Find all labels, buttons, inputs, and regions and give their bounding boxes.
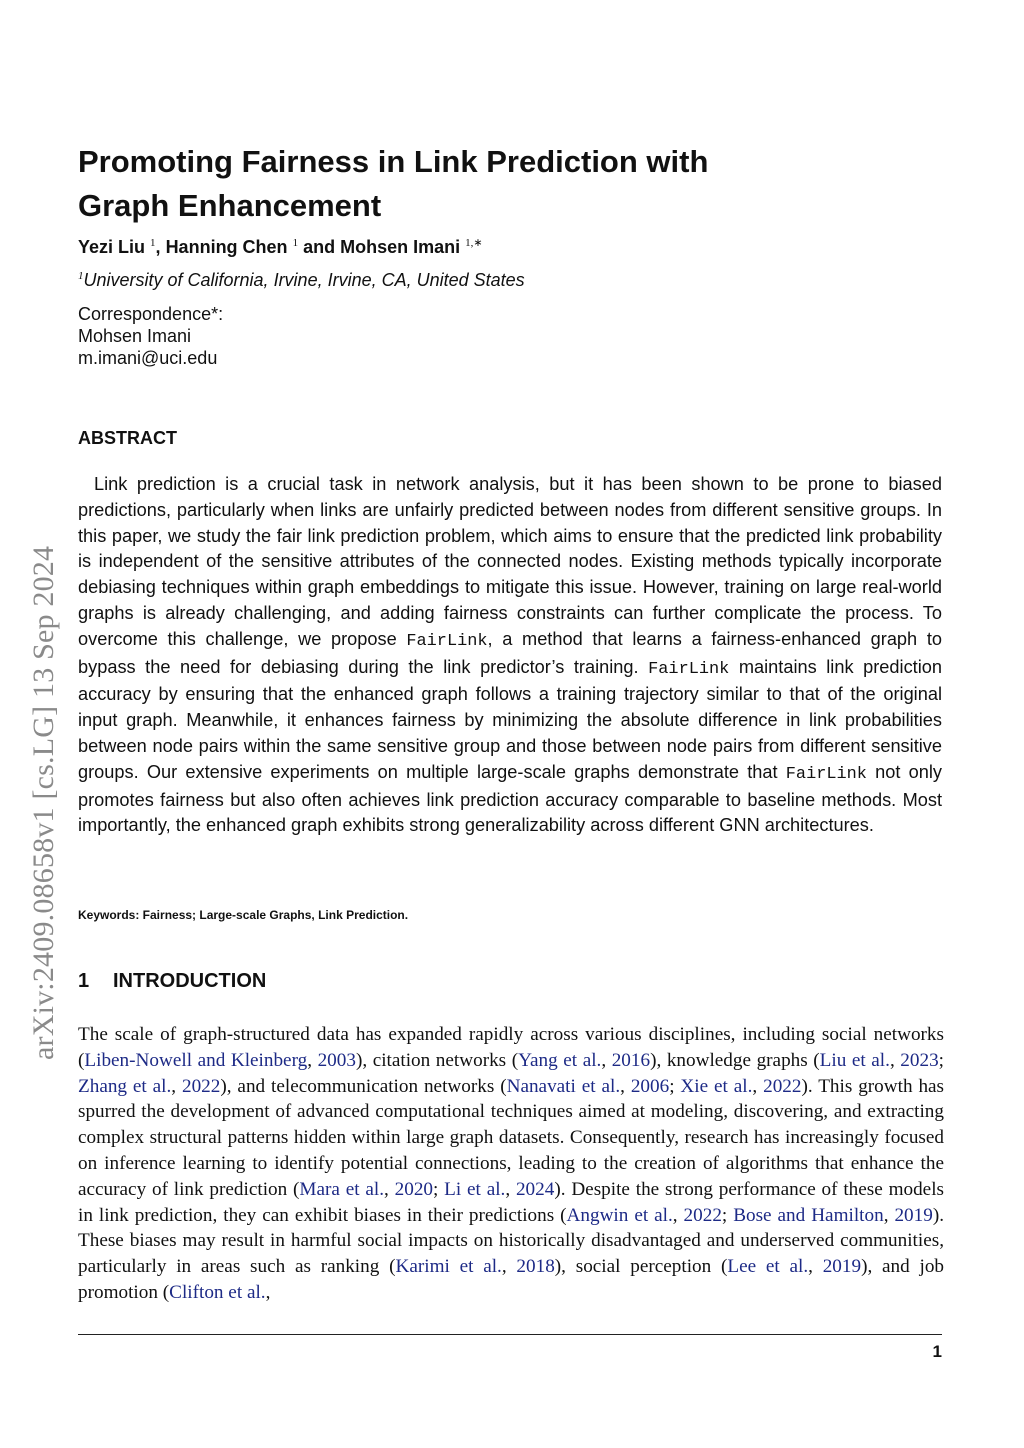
body-text: ,	[672, 1204, 684, 1226]
body-text: ;	[433, 1178, 445, 1200]
affiliation-marker: 1	[292, 237, 299, 249]
citation-year-link[interactable]: 2024	[515, 1178, 555, 1200]
correspondence-email[interactable]: m.imani@uci.edu	[78, 348, 218, 368]
citation-link[interactable]: Zhang et al.	[78, 1075, 172, 1097]
citation-year-link[interactable]: 2018	[516, 1256, 555, 1278]
citation-link[interactable]: Liu et al.	[819, 1049, 890, 1071]
affiliation-marker: 1	[78, 270, 84, 282]
affiliation	[78, 270, 525, 291]
body-text: ,	[384, 1178, 395, 1200]
abstract-text-part: maintains link prediction accuracy by ensuring that the enhanced graph follows a training trajectory similar to that of the original input graph. Meanwhile, it enhances fairness by minimizing the absolute difference in link probabilities between node pairs within the same sensitive group and those between node pairs from different sensitive groups. Our extensive experiments on multiple large-scale graphs demonstrate that	[78, 656, 942, 782]
introduction-paragraph	[78, 1022, 944, 1306]
body-text: ,	[752, 1075, 764, 1097]
body-text: ,	[889, 1049, 901, 1071]
footer-divider	[78, 1334, 942, 1335]
title-line-2: Graph Enhancement	[78, 188, 382, 223]
keywords: Keywords: Fairness; Large-scale Graphs, Link Prediction.	[78, 908, 409, 922]
body-text: ), and job promotion (	[78, 1256, 945, 1303]
section-number: 1	[78, 970, 90, 992]
author-name: Mohsen Imani	[340, 237, 461, 257]
citation-link[interactable]: Nanavati et al.	[506, 1075, 621, 1097]
correspondence-label: Correspondence*:	[78, 304, 224, 324]
page-number: 1	[932, 1342, 942, 1361]
body-text: ;	[669, 1075, 681, 1097]
abstract-heading: ABSTRACT	[78, 428, 177, 448]
body-text: ,	[307, 1049, 318, 1071]
author-separator: ,	[155, 237, 166, 257]
body-text: ). Despite the strong performance of these models in link prediction, they can exhibit biases in their predictions (	[78, 1178, 944, 1226]
body-text: ;	[721, 1204, 734, 1226]
paper-title	[78, 140, 938, 228]
affiliation-marker: 1,∗	[465, 237, 483, 249]
citation-year-link[interactable]: 2019	[822, 1256, 862, 1278]
citation-link[interactable]: Clifton et al.	[169, 1281, 266, 1303]
citation-year-link[interactable]: 2019	[894, 1204, 933, 1226]
citation-link[interactable]: Yang et al.	[518, 1049, 602, 1071]
citation-year-link[interactable]: 2016	[611, 1049, 651, 1071]
body-text: ,	[883, 1204, 895, 1226]
abstract-text-part: , a method that learns a fairness-enhanced graph to bypass the need for debiasing during the link predictor’s training.	[78, 628, 942, 677]
body-text: ), and telecommunication networks (	[220, 1075, 507, 1097]
citation-year-link[interactable]: 2023	[900, 1049, 939, 1071]
correspondence-name: Mohsen Imani	[78, 326, 192, 346]
citation-year-link[interactable]: 2003	[317, 1049, 356, 1071]
body-text: ,	[265, 1281, 271, 1303]
citation-link[interactable]: Angwin et al.	[566, 1204, 673, 1226]
body-text: ). This growth has spurred the development of advanced computational techniques aimed at modeling, discovering, and extracting complex structural patterns hidden within large graph datasets. Consequently, research has increasingly focused on inference learning to identify potential connections, leading to the creation of algorithms that enhance the accuracy of link prediction (	[78, 1075, 945, 1200]
author-name: Yezi Liu	[78, 237, 146, 257]
body-text: ,	[501, 1256, 517, 1278]
citation-link[interactable]: Bose and Hamilton	[733, 1204, 884, 1226]
body-text: ,	[808, 1256, 823, 1278]
body-text: ,	[601, 1049, 612, 1071]
section-title: INTRODUCTION	[113, 970, 267, 992]
title-line-1: Promoting Fairness in Link Prediction with	[78, 144, 709, 179]
method-name-code: FairLink	[648, 659, 730, 679]
affiliation-text: University of California, Irvine, Irvine, CA, United States	[83, 270, 525, 290]
body-text: ,	[171, 1075, 182, 1097]
author-list	[78, 236, 483, 258]
abstract-text-part: not only promotes fairness but also often achieves link prediction accuracy comparable to baseline methods. Most importantly, the enhanced graph exhibits strong generalizability across different GNN architectures.	[78, 761, 942, 836]
body-text: ). These biases may result in harmful social impacts on historically disadvantaged and underserved communities, particularly in areas such as ranking (	[78, 1204, 945, 1278]
body-text: ,	[620, 1075, 631, 1097]
abstract-text	[78, 472, 942, 839]
body-text: ), knowledge graphs (	[650, 1049, 820, 1071]
citation-year-link[interactable]: 2022	[763, 1075, 802, 1097]
citation-year-link[interactable]: 2020	[394, 1178, 434, 1200]
citation-link[interactable]: Liben-Nowell and Kleinberg	[84, 1049, 308, 1071]
citation-link[interactable]: Li et al.	[444, 1178, 506, 1200]
method-name-code: FairLink	[406, 631, 488, 651]
method-name-code: FairLink	[785, 764, 867, 784]
body-text: The scale of graph-structured data has expanded rapidly across various disciplines, including social networks (	[78, 1024, 944, 1071]
body-text: ;	[938, 1049, 945, 1071]
body-text: ), social perception (	[554, 1256, 728, 1278]
author-name: Hanning Chen	[165, 237, 288, 257]
citation-year-link[interactable]: 2022	[181, 1075, 221, 1097]
abstract-text-part: Link prediction is a crucial task in network analysis, but it has been shown to be prone to biased predictions, particularly when links are unfairly predicted between nodes from different sensitive groups. In this paper, we study the fair link prediction problem, which aims to ensure that the predicted link probability is independent of the sensitive attributes of the connected nodes. Existing methods typically incorporate debiasing techniques within graph embeddings to mitigate this issue. However, training on large real-world graphs is already challenging, and adding fairness constraints can further complicate the process. To overcome this challenge, we propose	[78, 474, 942, 649]
body-text: ), citation networks (	[355, 1049, 519, 1071]
body-text: ,	[505, 1178, 516, 1200]
citation-link[interactable]: Lee et al.	[727, 1256, 809, 1278]
citation-link[interactable]: Xie et al.	[680, 1075, 753, 1097]
citation-link[interactable]: Mara et al.	[299, 1178, 385, 1200]
arxiv-identifier-stamp: arXiv:2409.08658v1 [cs.LG] 13 Sep 2024	[27, 545, 60, 1060]
citation-year-link[interactable]: 2006	[630, 1075, 670, 1097]
affiliation-marker: 1	[150, 237, 156, 249]
author-separator: and	[298, 237, 341, 257]
citation-link[interactable]: Karimi et al.	[395, 1256, 502, 1278]
citation-year-link[interactable]: 2022	[683, 1204, 722, 1226]
correspondence-block	[78, 303, 223, 369]
section-heading-introduction	[78, 970, 266, 993]
